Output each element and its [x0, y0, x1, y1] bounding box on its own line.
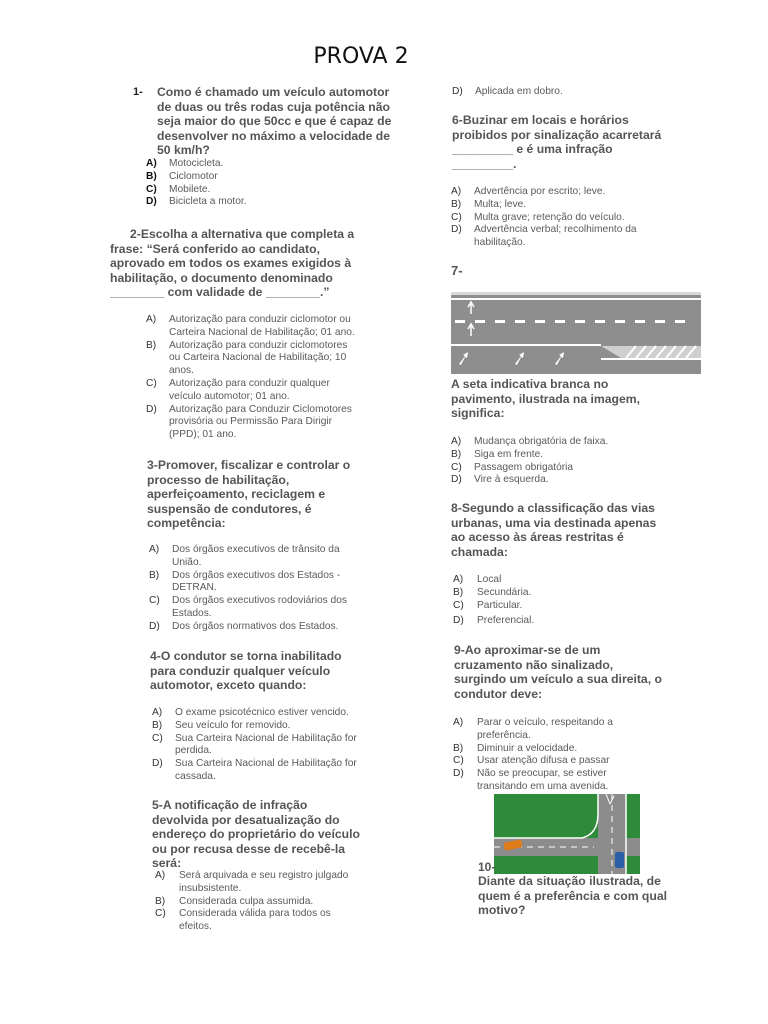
option-letter: B) — [152, 719, 163, 731]
option-q3-d[interactable] — [149, 621, 359, 634]
option-q7-c[interactable] — [451, 462, 651, 475]
option-text: Diminuir a velocidade. — [477, 742, 578, 754]
option-q8-b[interactable] — [453, 587, 653, 600]
option-q1-d[interactable] — [146, 196, 386, 209]
option-letter: A) — [155, 870, 166, 881]
option-letter: B) — [453, 742, 464, 754]
option-text: Siga em frente. — [474, 448, 544, 460]
option-q7-a[interactable] — [451, 436, 651, 449]
question-8-options — [453, 574, 653, 628]
question-10-text: Diante da situação ilustrada, de quem é a preferência e com qual motivo? — [478, 874, 667, 918]
option-letter: C) — [453, 755, 464, 767]
option-letter: C) — [451, 211, 462, 223]
option-letter: D) — [453, 768, 464, 780]
option-text: Preferencial. — [477, 615, 535, 627]
option-letter: A) — [149, 544, 160, 555]
option-letter: A) — [152, 707, 163, 718]
option-text: Mudança obrigatória de faixa. — [474, 436, 609, 447]
road-top-edge — [451, 292, 701, 295]
question-9-options — [453, 717, 623, 794]
option-text: Ciclomotor — [169, 170, 218, 182]
option-letter: A) — [451, 436, 462, 447]
option-q3-c[interactable] — [149, 595, 359, 621]
option-letter: B) — [146, 170, 157, 182]
option-letter: D) — [146, 196, 157, 208]
crossroad-illustration — [494, 794, 640, 874]
option-letter: D) — [451, 474, 462, 486]
option-q1-c[interactable] — [146, 184, 386, 197]
option-q9-c[interactable] — [453, 755, 623, 768]
option-q7-b[interactable] — [451, 449, 651, 462]
option-q2-b[interactable] — [146, 340, 361, 378]
question-7-number: 7- — [451, 263, 463, 278]
question-2-options — [146, 314, 361, 442]
option-letter: D) — [452, 86, 463, 97]
option-q9-a[interactable] — [453, 717, 623, 743]
question-6-options — [451, 186, 651, 250]
option-text: Dos órgãos executivos de trânsito da União. — [172, 544, 340, 568]
option-letter: C) — [146, 183, 157, 195]
question-4-options — [152, 707, 362, 784]
question-1-text: Como é chamado um veículo automotor de duas ou três rodas cuja potência não seja maior do que 50cc e que é capaz de desenvolver no máximo a velocidade de 50 km/h? — [157, 85, 392, 158]
option-q6-b[interactable] — [451, 199, 651, 212]
option-q9-b[interactable] — [453, 743, 623, 756]
option-text: Não se preocupar, se estiver transitando em uma avenida. — [477, 768, 609, 792]
option-text: Sua Carteira Nacional de Habilitação for perdida. — [175, 732, 357, 757]
option-text: Particular. — [477, 599, 523, 611]
option-letter: B) — [451, 448, 462, 460]
option-letter: D) — [451, 224, 462, 236]
option-letter: D) — [453, 615, 464, 627]
road-surface — [451, 292, 701, 374]
option-q3-a[interactable] — [149, 544, 359, 570]
option-letter: C) — [451, 461, 462, 473]
option-text: Mobilete. — [169, 183, 211, 195]
option-text: Secundária. — [477, 586, 532, 598]
road-exit-edge — [601, 358, 701, 360]
question-3-text: 3-Promover, fiscalizar e controlar o processo de habilitação, aperfeiçoamento, reciclagem e suspensão de condutores, é competência: — [147, 458, 351, 531]
question-10-number: 10- — [478, 860, 496, 874]
road-top-line — [451, 298, 701, 300]
option-text: Seu veículo for removido. — [175, 719, 291, 731]
question-3-options — [149, 544, 359, 634]
option-text: Multa grave; retenção do veículo. — [474, 211, 625, 223]
option-text: O exame psicotécnico estiver vencido. — [175, 707, 349, 718]
option-q1-b[interactable] — [146, 171, 386, 184]
option-text: Dos órgãos executivos rodoviários dos Estados. — [172, 595, 347, 619]
option-text: Dos órgãos normativos dos Estados. — [172, 620, 339, 632]
option-q9-d[interactable] — [453, 768, 623, 794]
option-q4-d[interactable] — [152, 758, 362, 784]
option-text: Autorização para conduzir ciclomotores ou Carteira Nacional de Habilitação; 10 anos. — [169, 339, 348, 377]
option-q4-c[interactable] — [152, 733, 362, 759]
option-text: Local — [477, 574, 502, 585]
option-letter: D) — [152, 758, 163, 770]
blue-car-icon — [615, 852, 624, 868]
option-text: Parar o veículo, respeitando a preferência. — [477, 717, 613, 741]
option-q2-a[interactable] — [146, 314, 361, 340]
option-letter: D) — [149, 620, 160, 632]
option-q2-c[interactable] — [146, 378, 361, 404]
option-q8-a[interactable] — [453, 574, 653, 587]
option-q6-a[interactable] — [451, 186, 651, 199]
option-q8-d[interactable] — [453, 615, 653, 628]
option-letter: B) — [146, 339, 157, 351]
option-q8-c[interactable] — [453, 600, 653, 613]
option-text: Vire à esquerda. — [474, 474, 549, 486]
option-letter: C) — [155, 908, 166, 920]
option-text: Advertência verbal; recolhimento da habilitação. — [474, 224, 637, 249]
option-text: Considerada culpa assumida. — [179, 895, 314, 907]
option-q7-d[interactable] — [451, 474, 651, 487]
option-text: Passagem obrigatória — [474, 461, 574, 473]
option-text: Motocicleta. — [169, 158, 224, 169]
option-q3-b[interactable] — [149, 570, 359, 596]
option-letter: A) — [146, 314, 157, 325]
option-letter: A) — [453, 574, 464, 585]
option-text: Autorização para conduzir ciclomotor ou Carteira Nacional de Habilitação; 01 ano. — [169, 314, 355, 338]
question-5-text: 5-A notificação de infração devolvida por desatualização do endereço do proprietário do veículo ou por recusa desse de recebê-la será: — [152, 798, 360, 871]
question-5-option-d-list — [452, 86, 692, 99]
option-q6-c[interactable] — [451, 212, 651, 225]
road-arrow-illustration — [451, 292, 701, 374]
option-letter: C) — [453, 599, 464, 611]
page-title: PROVA 2 — [313, 44, 409, 69]
option-text: Sua Carteira Nacional de Habilitação for cassada. — [175, 758, 357, 782]
option-letter: B) — [453, 586, 464, 598]
option-q5-d[interactable] — [452, 86, 692, 99]
option-letter: A) — [453, 717, 464, 728]
option-text: Considerada válida para todos os efeitos. — [179, 908, 331, 933]
option-text: Aplicada em dobro. — [475, 86, 563, 97]
question-6-text: 6-Buzinar em locais e horários proibidos por sinalização acarretará _________ e é uma infração _________. — [452, 113, 662, 171]
road-lane-edge-line — [451, 344, 601, 346]
option-q5-c[interactable] — [155, 908, 365, 934]
option-letter: D) — [146, 403, 157, 415]
option-text: Bicicleta a motor. — [169, 196, 247, 208]
question-7-text: A seta indicativa branca no pavimento, ilustrada na imagem, significa: — [451, 377, 640, 421]
option-text: Será arquivada e seu registro julgado insubsistente. — [179, 870, 349, 894]
option-q5-b[interactable] — [155, 896, 365, 909]
question-2-text: 2-Escolha a alternativa que completa a frase: “Será conferido ao candidato, aprovado em todos os exames exigidos à habilitação, o documento denominado ________ com validade de ________.” — [110, 227, 355, 300]
option-text: Multa; leve. — [474, 198, 527, 210]
question-4-text: 4-O condutor se torna inabilitado para conduzir qualquer veículo automotor, exceto quando: — [150, 649, 342, 693]
option-letter: C) — [149, 595, 160, 607]
option-letter: C) — [152, 732, 163, 744]
option-letter: A) — [146, 158, 157, 169]
option-text: Autorização para conduzir qualquer veículo automotor; 01 ano. — [169, 377, 330, 402]
question-7-options — [451, 436, 651, 487]
question-8-text: 8-Segundo a classificação das vias urbanas, uma via destinada apenas ao acesso às áreas restritas é chamada: — [451, 501, 657, 559]
question-1-options — [146, 158, 386, 209]
option-letter: B) — [149, 569, 160, 581]
option-letter: C) — [146, 377, 157, 389]
question-1-number: 1- — [133, 86, 143, 98]
option-q5-a[interactable] — [155, 870, 365, 896]
option-text: Autorização para Conduzir Ciclomotores provisória ou Permissão Para Dirigir (PPD); 01 ano. — [169, 403, 352, 441]
option-text: Usar atenção difusa e passar — [477, 755, 610, 767]
option-q4-b[interactable] — [152, 720, 362, 733]
option-q4-a[interactable] — [152, 707, 362, 720]
option-letter: A) — [451, 186, 462, 197]
option-text: Advertência por escrito; leve. — [474, 186, 606, 197]
option-letter: B) — [451, 198, 462, 210]
option-q2-d[interactable] — [146, 404, 361, 442]
option-q6-d[interactable] — [451, 224, 651, 250]
question-5-options — [155, 870, 365, 934]
option-text: Dos órgãos executivos dos Estados - DETRAN. — [172, 569, 341, 594]
question-9-text: 9-Ao aproximar-se de um cruzamento não sinalizado, surgindo um veículo a sua direita, o condutor deve: — [454, 643, 662, 701]
option-letter: B) — [155, 895, 166, 907]
option-q1-a[interactable] — [146, 158, 386, 171]
